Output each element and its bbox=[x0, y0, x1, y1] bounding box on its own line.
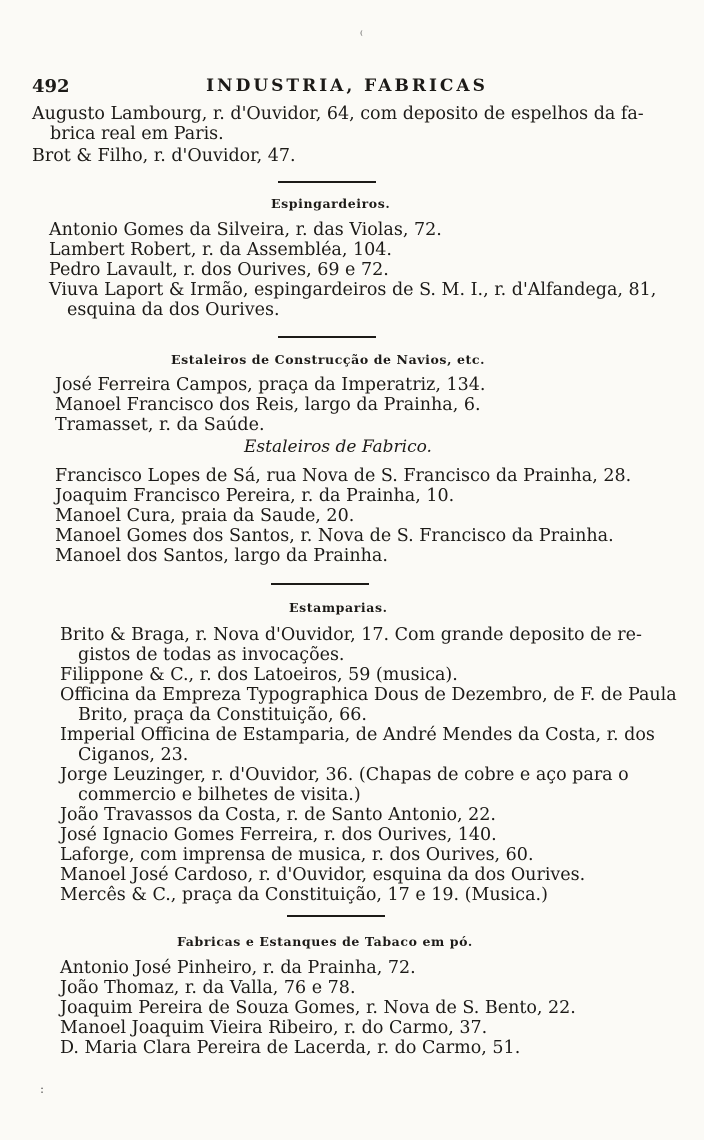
list-item: Brot & Filho, r. d'Ouvidor, 47. bbox=[32, 146, 296, 166]
paper-mark: : bbox=[40, 1082, 45, 1096]
list-item: Lambert Robert, r. da Assembléa, 104. bbox=[49, 240, 392, 260]
list-item: Augusto Lambourg, r. d'Ouvidor, 64, com deposito de espelhos da fa- brica real em Paris. bbox=[32, 104, 644, 144]
page-number: 492 bbox=[32, 76, 70, 97]
list-item: Officina da Empreza Typographica Dous de Dezembro, de F. de Paula Brito, praça da Constituição, 66. bbox=[60, 685, 677, 725]
section-divider bbox=[271, 583, 369, 585]
section-title-estamparias: Estamparias. bbox=[289, 600, 388, 615]
list-item: Antonio Gomes da Silveira, r. das Violas, 72. bbox=[49, 220, 442, 240]
section-divider bbox=[278, 181, 376, 183]
list-item: Antonio José Pinheiro, r. da Prainha, 72. bbox=[60, 958, 416, 978]
list-item: Jorge Leuzinger, r. d'Ouvidor, 36. (Chapas de cobre e aço para o commercio e bilhetes de visita.) bbox=[60, 765, 629, 805]
list-item: Imperial Officina de Estamparia, de André Mendes da Costa, r. dos Ciganos, 23. bbox=[60, 725, 655, 765]
section-title-estaleiros: Estaleiros de Construcção de Navios, etc. bbox=[171, 352, 486, 367]
list-item: Tramasset, r. da Saúde. bbox=[55, 415, 265, 435]
list-item: Manoel Cura, praia da Saude, 20. bbox=[55, 506, 355, 526]
list-item: Manoel Gomes dos Santos, r. Nova de S. Francisco da Prainha. bbox=[55, 526, 614, 546]
list-item: Mercês & C., praça da Constituição, 17 e 19. (Musica.) bbox=[60, 885, 548, 905]
list-item: Laforge, com imprensa de musica, r. dos Ourives, 60. bbox=[60, 845, 534, 865]
section-divider bbox=[287, 915, 385, 917]
list-item: Manoel Joaquim Vieira Ribeiro, r. do Carmo, 37. bbox=[60, 1018, 488, 1038]
page-header bbox=[32, 76, 632, 104]
list-item: Joaquim Francisco Pereira, r. da Prainha, 10. bbox=[55, 486, 455, 506]
list-item: José Ignacio Gomes Ferreira, r. dos Ourives, 140. bbox=[60, 825, 497, 845]
list-item: Viuva Laport & Irmão, espingardeiros de S. M. I., r. d'Alfandega, 81, esquina da dos Ourives. bbox=[49, 280, 657, 320]
section-title-espingardeiros: Espingardeiros. bbox=[271, 196, 391, 211]
list-item: José Ferreira Campos, praça da Imperatriz, 134. bbox=[55, 375, 486, 395]
list-item: Francisco Lopes de Sá, rua Nova de S. Francisco da Prainha, 28. bbox=[55, 466, 632, 486]
list-item: Joaquim Pereira de Souza Gomes, r. Nova de S. Bento, 22. bbox=[60, 998, 576, 1018]
list-item: Manoel Francisco dos Reis, largo da Prainha, 6. bbox=[55, 395, 481, 415]
list-item: Manoel José Cardoso, r. d'Ouvidor, esquina da dos Ourives. bbox=[60, 865, 586, 885]
section-title-tabaco: Fabricas e Estanques de Tabaco em pó. bbox=[177, 934, 473, 949]
list-item: Filippone & C., r. dos Latoeiros, 59 (musica). bbox=[60, 665, 458, 685]
list-item: Manoel dos Santos, largo da Prainha. bbox=[55, 546, 388, 566]
paper-mark: ⁽ bbox=[360, 28, 363, 42]
list-item: Pedro Lavault, r. dos Ourives, 69 e 72. bbox=[49, 260, 389, 280]
list-item: D. Maria Clara Pereira de Lacerda, r. do Carmo, 51. bbox=[60, 1038, 521, 1058]
section-divider bbox=[278, 336, 376, 338]
running-title: INDUSTRIA, FABRICAS bbox=[206, 76, 488, 96]
list-item: João Thomaz, r. da Valla, 76 e 78. bbox=[60, 978, 356, 998]
subsection-title-estaleiros-fabrico: Estaleiros de Fabrico. bbox=[244, 437, 432, 457]
list-item: Brito & Braga, r. Nova d'Ouvidor, 17. Com grande deposito de re- gistos de todas as invocações. bbox=[60, 625, 642, 665]
list-item: João Travassos da Costa, r. de Santo Antonio, 22. bbox=[60, 805, 496, 825]
